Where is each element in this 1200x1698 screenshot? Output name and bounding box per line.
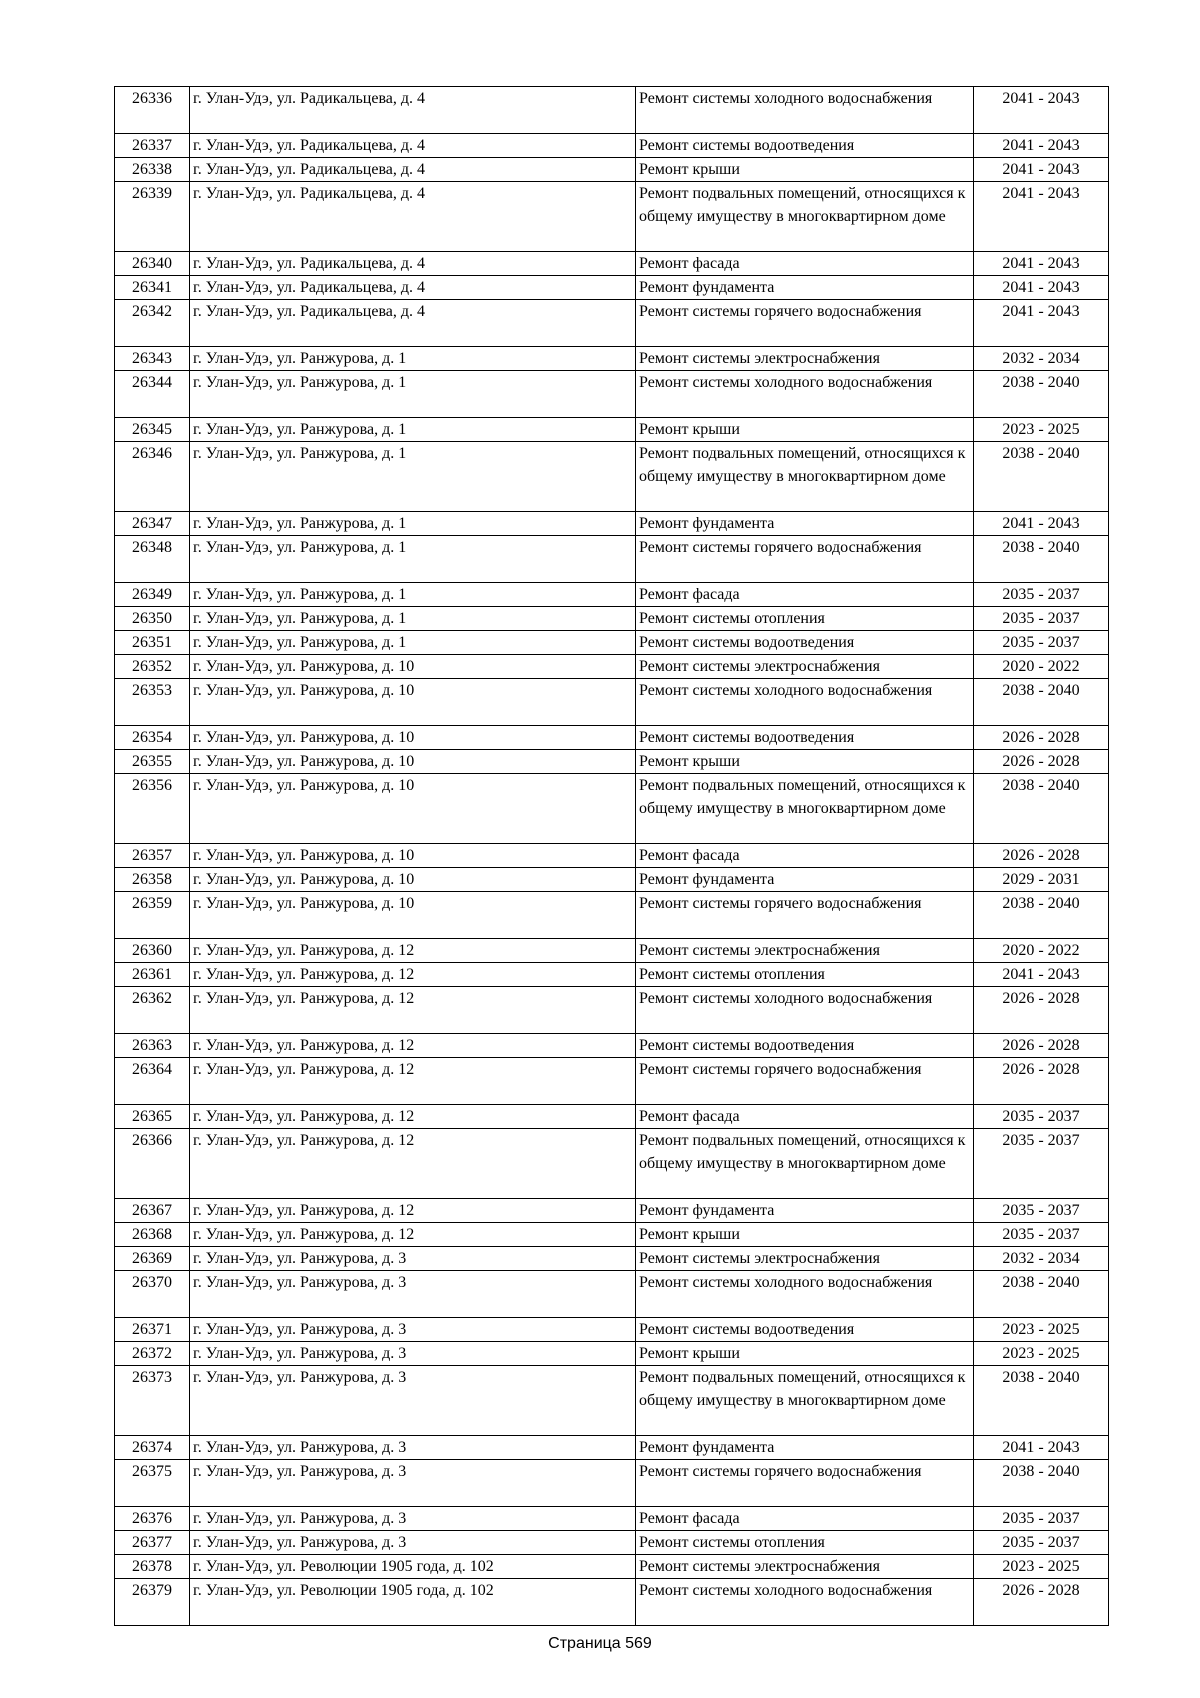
work-type-cell: Ремонт системы холодного водоснабжения: [636, 1271, 974, 1318]
address-cell: г. Улан-Удэ, ул. Ранжурова, д. 3: [190, 1342, 636, 1366]
table-row: [115, 1271, 1109, 1318]
table-row: [115, 1034, 1109, 1058]
row-number: 26364: [115, 1058, 190, 1105]
row-number: 26355: [115, 750, 190, 774]
work-type-cell: Ремонт системы холодного водоснабжения: [636, 1579, 974, 1626]
table-row: [115, 371, 1109, 418]
period-cell: 2032 - 2034: [974, 1247, 1109, 1271]
period-cell: 2026 - 2028: [974, 1034, 1109, 1058]
address-cell: г. Улан-Удэ, ул. Революции 1905 года, д. 102: [190, 1579, 636, 1626]
address-cell: г. Улан-Удэ, ул. Ранжурова, д. 3: [190, 1271, 636, 1318]
work-type-cell: Ремонт фасада: [636, 844, 974, 868]
row-number: 26344: [115, 371, 190, 418]
work-type-cell: Ремонт фундамента: [636, 276, 974, 300]
address-cell: г. Улан-Удэ, ул. Ранжурова, д. 3: [190, 1366, 636, 1436]
work-type-cell: Ремонт подвальных помещений, относящихся к общему имуществу в многоквартирном доме: [636, 1366, 974, 1436]
period-cell: 2026 - 2028: [974, 987, 1109, 1034]
period-cell: 2032 - 2034: [974, 347, 1109, 371]
work-type-cell: Ремонт системы отопления: [636, 607, 974, 631]
period-cell: 2038 - 2040: [974, 442, 1109, 512]
period-cell: 2020 - 2022: [974, 655, 1109, 679]
work-type-cell: Ремонт системы электроснабжения: [636, 1247, 974, 1271]
table-row: [115, 1105, 1109, 1129]
address-cell: г. Улан-Удэ, ул. Ранжурова, д. 12: [190, 939, 636, 963]
address-cell: г. Улан-Удэ, ул. Ранжурова, д. 3: [190, 1318, 636, 1342]
table-row: [115, 844, 1109, 868]
work-type-cell: Ремонт крыши: [636, 158, 974, 182]
address-cell: г. Улан-Удэ, ул. Ранжурова, д. 12: [190, 1034, 636, 1058]
row-number: 26337: [115, 134, 190, 158]
work-type-cell: Ремонт фундамента: [636, 1199, 974, 1223]
address-cell: г. Улан-Удэ, ул. Ранжурова, д. 3: [190, 1436, 636, 1460]
row-number: 26346: [115, 442, 190, 512]
address-cell: г. Улан-Удэ, ул. Ранжурова, д. 12: [190, 987, 636, 1034]
period-cell: 2026 - 2028: [974, 1579, 1109, 1626]
address-cell: г. Улан-Удэ, ул. Ранжурова, д. 3: [190, 1507, 636, 1531]
page-number: Страница 569: [548, 1635, 652, 1652]
address-cell: г. Улан-Удэ, ул. Ранжурова, д. 3: [190, 1460, 636, 1507]
table-row: [115, 1223, 1109, 1247]
work-type-cell: Ремонт фасада: [636, 1507, 974, 1531]
row-number: 26348: [115, 536, 190, 583]
work-type-cell: Ремонт системы электроснабжения: [636, 655, 974, 679]
row-number: 26343: [115, 347, 190, 371]
table-row: [115, 1579, 1109, 1626]
address-cell: г. Улан-Удэ, ул. Ранжурова, д. 1: [190, 583, 636, 607]
address-cell: г. Улан-Удэ, ул. Радикальцева, д. 4: [190, 158, 636, 182]
period-cell: 2041 - 2043: [974, 158, 1109, 182]
row-number: 26354: [115, 726, 190, 750]
table-row: [115, 418, 1109, 442]
address-cell: г. Улан-Удэ, ул. Радикальцева, д. 4: [190, 87, 636, 134]
period-cell: 2023 - 2025: [974, 1342, 1109, 1366]
address-cell: г. Улан-Удэ, ул. Ранжурова, д. 1: [190, 347, 636, 371]
row-number: 26377: [115, 1531, 190, 1555]
table-row: [115, 1199, 1109, 1223]
table-row: [115, 1342, 1109, 1366]
period-cell: 2035 - 2037: [974, 1507, 1109, 1531]
row-number: 26339: [115, 182, 190, 252]
row-number: 26358: [115, 868, 190, 892]
table-row: [115, 631, 1109, 655]
period-cell: 2041 - 2043: [974, 512, 1109, 536]
period-cell: 2035 - 2037: [974, 1199, 1109, 1223]
table-row: [115, 726, 1109, 750]
work-type-cell: Ремонт системы горячего водоснабжения: [636, 1460, 974, 1507]
row-number: 26345: [115, 418, 190, 442]
period-cell: 2035 - 2037: [974, 1531, 1109, 1555]
row-number: 26369: [115, 1247, 190, 1271]
row-number: 26368: [115, 1223, 190, 1247]
row-number: 26336: [115, 87, 190, 134]
address-cell: г. Улан-Удэ, ул. Ранжурова, д. 12: [190, 1058, 636, 1105]
work-type-cell: Ремонт фасада: [636, 1105, 974, 1129]
table-row: [115, 1531, 1109, 1555]
period-cell: 2035 - 2037: [974, 631, 1109, 655]
period-cell: 2026 - 2028: [974, 750, 1109, 774]
row-number: 26359: [115, 892, 190, 939]
period-cell: 2041 - 2043: [974, 134, 1109, 158]
work-type-cell: Ремонт системы отопления: [636, 1531, 974, 1555]
table-row: [115, 679, 1109, 726]
row-number: 26347: [115, 512, 190, 536]
work-type-cell: Ремонт крыши: [636, 418, 974, 442]
work-type-cell: Ремонт подвальных помещений, относящихся к общему имуществу в многоквартирном доме: [636, 1129, 974, 1199]
work-type-cell: Ремонт системы горячего водоснабжения: [636, 536, 974, 583]
work-type-cell: Ремонт системы горячего водоснабжения: [636, 300, 974, 347]
work-type-cell: Ремонт системы водоотведения: [636, 1034, 974, 1058]
work-type-cell: Ремонт системы электроснабжения: [636, 347, 974, 371]
address-cell: г. Улан-Удэ, ул. Ранжурова, д. 12: [190, 963, 636, 987]
table-row: [115, 1555, 1109, 1579]
work-type-cell: Ремонт крыши: [636, 750, 974, 774]
address-cell: г. Улан-Удэ, ул. Радикальцева, д. 4: [190, 300, 636, 347]
row-number: 26363: [115, 1034, 190, 1058]
work-type-cell: Ремонт системы водоотведения: [636, 726, 974, 750]
table-row: [115, 987, 1109, 1034]
row-number: 26360: [115, 939, 190, 963]
table-row: [115, 512, 1109, 536]
address-cell: г. Улан-Удэ, ул. Ранжурова, д. 10: [190, 726, 636, 750]
period-cell: 2038 - 2040: [974, 774, 1109, 844]
address-cell: г. Улан-Удэ, ул. Революции 1905 года, д. 102: [190, 1555, 636, 1579]
period-cell: 2020 - 2022: [974, 939, 1109, 963]
table-row: [115, 1366, 1109, 1436]
period-cell: 2041 - 2043: [974, 300, 1109, 347]
work-type-cell: Ремонт системы водоотведения: [636, 134, 974, 158]
table-row: [115, 750, 1109, 774]
address-cell: г. Улан-Удэ, ул. Ранжурова, д. 1: [190, 442, 636, 512]
period-cell: 2029 - 2031: [974, 868, 1109, 892]
period-cell: 2038 - 2040: [974, 536, 1109, 583]
work-type-cell: Ремонт крыши: [636, 1223, 974, 1247]
work-type-cell: Ремонт фундамента: [636, 1436, 974, 1460]
table-row: [115, 300, 1109, 347]
table-row: [115, 892, 1109, 939]
address-cell: г. Улан-Удэ, ул. Ранжурова, д. 3: [190, 1247, 636, 1271]
address-cell: г. Улан-Удэ, ул. Ранжурова, д. 1: [190, 607, 636, 631]
address-cell: г. Улан-Удэ, ул. Ранжурова, д. 12: [190, 1129, 636, 1199]
work-type-cell: Ремонт системы отопления: [636, 963, 974, 987]
row-number: 26341: [115, 276, 190, 300]
table-row: [115, 182, 1109, 252]
period-cell: 2026 - 2028: [974, 1058, 1109, 1105]
table-row: [115, 87, 1109, 134]
work-type-cell: Ремонт системы холодного водоснабжения: [636, 371, 974, 418]
period-cell: 2041 - 2043: [974, 1436, 1109, 1460]
work-type-cell: Ремонт системы холодного водоснабжения: [636, 679, 974, 726]
work-type-cell: Ремонт крыши: [636, 1342, 974, 1366]
address-cell: г. Улан-Удэ, ул. Ранжурова, д. 10: [190, 750, 636, 774]
address-cell: г. Улан-Удэ, ул. Ранжурова, д. 10: [190, 892, 636, 939]
address-cell: г. Улан-Удэ, ул. Ранжурова, д. 12: [190, 1223, 636, 1247]
table-row: [115, 1436, 1109, 1460]
table-row: [115, 536, 1109, 583]
table-row: [115, 252, 1109, 276]
table-row: [115, 442, 1109, 512]
work-type-cell: Ремонт системы водоотведения: [636, 631, 974, 655]
address-cell: г. Улан-Удэ, ул. Ранжурова, д. 12: [190, 1105, 636, 1129]
address-cell: г. Улан-Удэ, ул. Ранжурова, д. 1: [190, 631, 636, 655]
row-number: 26353: [115, 679, 190, 726]
table-row: [115, 1507, 1109, 1531]
table-row: [115, 1247, 1109, 1271]
period-cell: 2035 - 2037: [974, 607, 1109, 631]
period-cell: 2041 - 2043: [974, 963, 1109, 987]
work-type-cell: Ремонт подвальных помещений, относящихся к общему имуществу в многоквартирном доме: [636, 442, 974, 512]
table-row: [115, 276, 1109, 300]
address-cell: г. Улан-Удэ, ул. Ранжурова, д. 10: [190, 774, 636, 844]
period-cell: 2026 - 2028: [974, 726, 1109, 750]
capital-repair-table: [114, 86, 1109, 1626]
row-number: 26362: [115, 987, 190, 1034]
address-cell: г. Улан-Удэ, ул. Ранжурова, д. 1: [190, 512, 636, 536]
table-row: [115, 583, 1109, 607]
row-number: 26352: [115, 655, 190, 679]
work-type-cell: Ремонт системы холодного водоснабжения: [636, 87, 974, 134]
row-number: 26372: [115, 1342, 190, 1366]
work-type-cell: Ремонт системы холодного водоснабжения: [636, 987, 974, 1034]
address-cell: г. Улан-Удэ, ул. Радикальцева, д. 4: [190, 252, 636, 276]
work-type-cell: Ремонт системы горячего водоснабжения: [636, 1058, 974, 1105]
address-cell: г. Улан-Удэ, ул. Ранжурова, д. 3: [190, 1531, 636, 1555]
period-cell: 2035 - 2037: [974, 583, 1109, 607]
table-row: [115, 1129, 1109, 1199]
period-cell: 2041 - 2043: [974, 252, 1109, 276]
address-cell: г. Улан-Удэ, ул. Ранжурова, д. 10: [190, 679, 636, 726]
address-cell: г. Улан-Удэ, ул. Ранжурова, д. 10: [190, 868, 636, 892]
row-number: 26349: [115, 583, 190, 607]
period-cell: 2038 - 2040: [974, 1366, 1109, 1436]
work-type-cell: Ремонт фасада: [636, 583, 974, 607]
row-number: 26350: [115, 607, 190, 631]
row-number: 26340: [115, 252, 190, 276]
work-type-cell: Ремонт системы водоотведения: [636, 1318, 974, 1342]
row-number: 26371: [115, 1318, 190, 1342]
table-row: [115, 1058, 1109, 1105]
table-row: [115, 939, 1109, 963]
table-row: [115, 607, 1109, 631]
work-type-cell: Ремонт системы электроснабжения: [636, 1555, 974, 1579]
address-cell: г. Улан-Удэ, ул. Ранжурова, д. 1: [190, 418, 636, 442]
period-cell: 2038 - 2040: [974, 1271, 1109, 1318]
table-body: [115, 87, 1109, 1626]
address-cell: г. Улан-Удэ, ул. Радикальцева, д. 4: [190, 276, 636, 300]
table-row: [115, 1318, 1109, 1342]
row-number: 26342: [115, 300, 190, 347]
table-row: [115, 134, 1109, 158]
table-row: [115, 868, 1109, 892]
period-cell: 2038 - 2040: [974, 371, 1109, 418]
table-row: [115, 347, 1109, 371]
period-cell: 2041 - 2043: [974, 182, 1109, 252]
period-cell: 2035 - 2037: [974, 1223, 1109, 1247]
period-cell: 2023 - 2025: [974, 418, 1109, 442]
address-cell: г. Улан-Удэ, ул. Радикальцева, д. 4: [190, 134, 636, 158]
work-type-cell: Ремонт фундамента: [636, 512, 974, 536]
row-number: 26379: [115, 1579, 190, 1626]
period-cell: 2023 - 2025: [974, 1555, 1109, 1579]
period-cell: 2038 - 2040: [974, 1460, 1109, 1507]
row-number: 26374: [115, 1436, 190, 1460]
row-number: 26365: [115, 1105, 190, 1129]
table-row: [115, 158, 1109, 182]
row-number: 26361: [115, 963, 190, 987]
row-number: 26375: [115, 1460, 190, 1507]
period-cell: 2041 - 2043: [974, 87, 1109, 134]
period-cell: 2035 - 2037: [974, 1105, 1109, 1129]
period-cell: 2026 - 2028: [974, 844, 1109, 868]
work-type-cell: Ремонт системы электроснабжения: [636, 939, 974, 963]
work-type-cell: Ремонт фундамента: [636, 868, 974, 892]
work-type-cell: Ремонт подвальных помещений, относящихся к общему имуществу в многоквартирном доме: [636, 774, 974, 844]
row-number: 26366: [115, 1129, 190, 1199]
table-row: [115, 1460, 1109, 1507]
row-number: 26351: [115, 631, 190, 655]
period-cell: 2023 - 2025: [974, 1318, 1109, 1342]
work-type-cell: Ремонт системы горячего водоснабжения: [636, 892, 974, 939]
address-cell: г. Улан-Удэ, ул. Радикальцева, д. 4: [190, 182, 636, 252]
address-cell: г. Улан-Удэ, ул. Ранжурова, д. 10: [190, 844, 636, 868]
address-cell: г. Улан-Удэ, ул. Ранжурова, д. 10: [190, 655, 636, 679]
work-type-cell: Ремонт подвальных помещений, относящихся к общему имуществу в многоквартирном доме: [636, 182, 974, 252]
address-cell: г. Улан-Удэ, ул. Ранжурова, д. 1: [190, 536, 636, 583]
row-number: 26338: [115, 158, 190, 182]
address-cell: г. Улан-Удэ, ул. Ранжурова, д. 12: [190, 1199, 636, 1223]
table-row: [115, 774, 1109, 844]
row-number: 26370: [115, 1271, 190, 1318]
period-cell: 2041 - 2043: [974, 276, 1109, 300]
row-number: 26376: [115, 1507, 190, 1531]
period-cell: 2038 - 2040: [974, 679, 1109, 726]
address-cell: г. Улан-Удэ, ул. Ранжурова, д. 1: [190, 371, 636, 418]
period-cell: 2035 - 2037: [974, 1129, 1109, 1199]
row-number: 26378: [115, 1555, 190, 1579]
table-row: [115, 963, 1109, 987]
row-number: 26356: [115, 774, 190, 844]
row-number: 26367: [115, 1199, 190, 1223]
period-cell: 2038 - 2040: [974, 892, 1109, 939]
table-row: [115, 655, 1109, 679]
row-number: 26373: [115, 1366, 190, 1436]
row-number: 26357: [115, 844, 190, 868]
work-type-cell: Ремонт фасада: [636, 252, 974, 276]
